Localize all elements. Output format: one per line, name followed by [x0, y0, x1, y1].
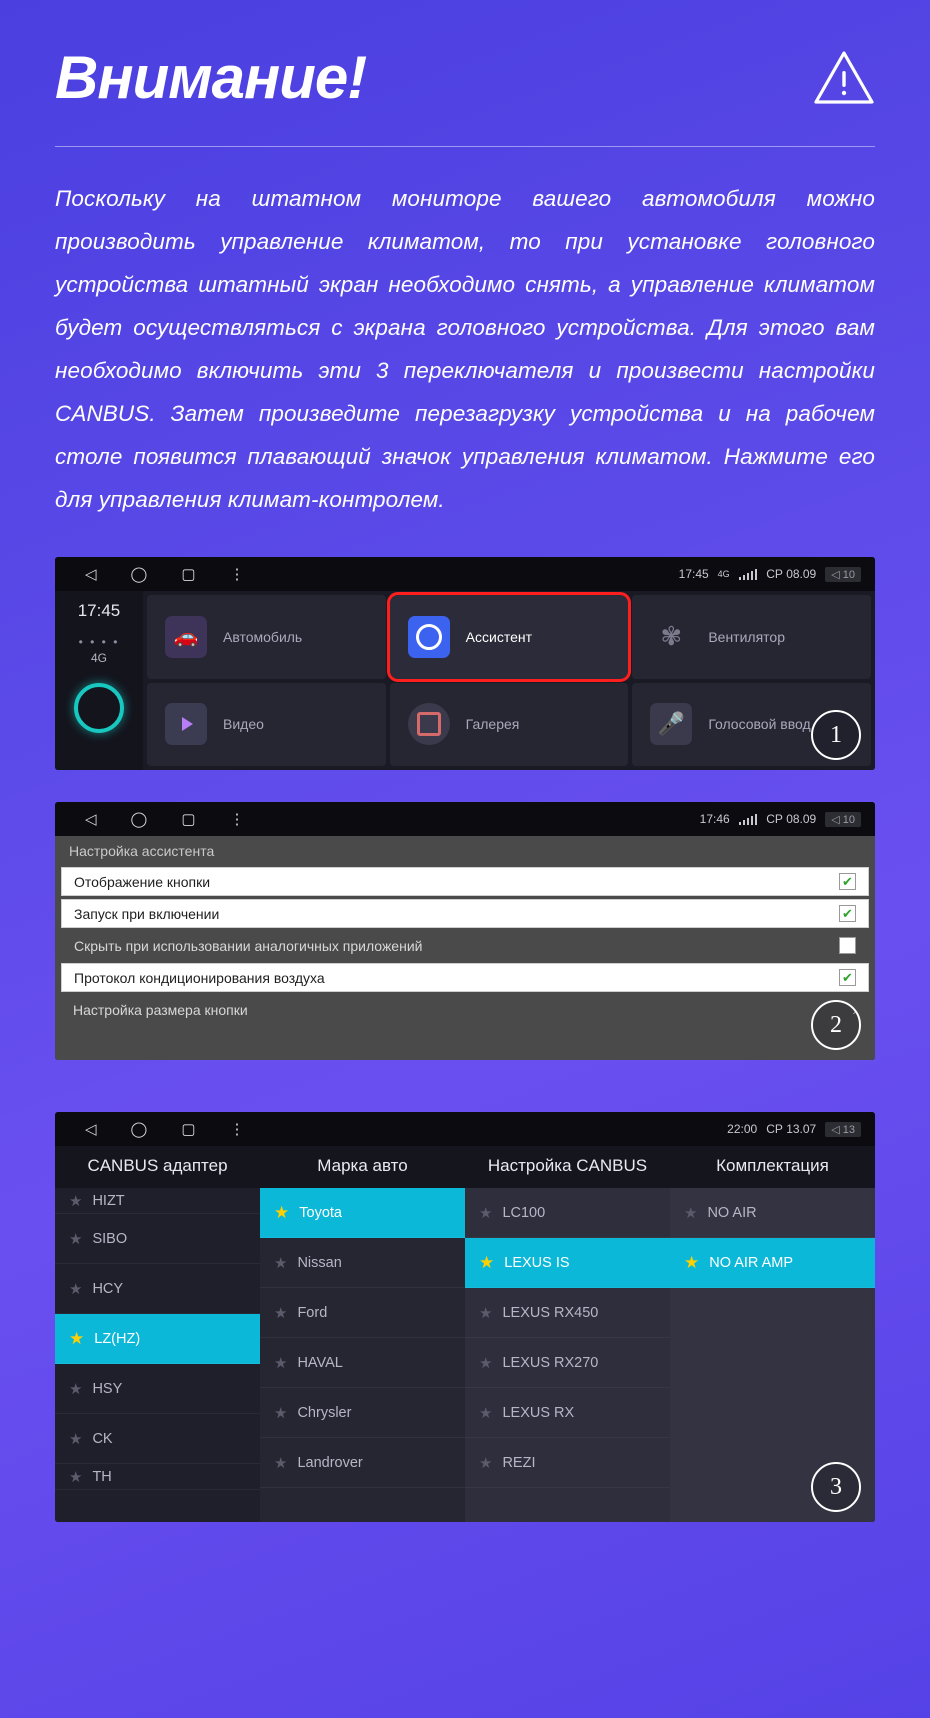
item-label: Chrysler	[297, 1404, 352, 1421]
header-divider	[55, 146, 875, 147]
column-header-canbus: Настройка CANBUS	[487, 1156, 648, 1175]
recents-icon[interactable]: ▢	[181, 1120, 196, 1138]
step-badge-1: 1	[811, 710, 861, 760]
recents-icon[interactable]: ▢	[181, 565, 196, 583]
header	[55, 0, 875, 111]
screenshot-assistant-settings	[55, 802, 875, 1060]
row-label: Запуск при включении	[74, 905, 220, 922]
item-label: REZI	[502, 1454, 536, 1471]
item-label: LC100	[502, 1204, 546, 1221]
item-label: HIZT	[92, 1192, 125, 1209]
tile-assistant[interactable]	[390, 595, 629, 679]
status-right	[700, 812, 861, 827]
list-item-selected[interactable]	[670, 1238, 875, 1288]
volume-indicator: ◁ 10	[825, 567, 861, 582]
item-label: NO AIR AMP	[709, 1254, 794, 1271]
column-header-brand: Марка авто	[317, 1156, 408, 1175]
star-icon: ★	[69, 1192, 83, 1210]
launcher-body	[55, 591, 875, 770]
setting-row-button-size[interactable]	[61, 995, 869, 1024]
star-icon: ★	[69, 1430, 83, 1448]
tile-label: Ассистент	[465, 628, 532, 645]
list-item[interactable]	[465, 1188, 670, 1238]
row-label: Отображение кнопки	[74, 873, 211, 890]
nav-buttons[interactable]	[69, 567, 245, 582]
item-label: Nissan	[297, 1254, 342, 1271]
item-label: NO AIR	[707, 1204, 757, 1221]
list-item[interactable]	[260, 1338, 465, 1388]
android-status-bar	[55, 802, 875, 836]
tile-label: Вентилятор	[708, 628, 785, 645]
item-label: TH	[92, 1468, 112, 1485]
star-icon: ★	[69, 1328, 85, 1348]
item-label: Toyota	[299, 1204, 342, 1221]
car-icon: 🚗	[165, 616, 207, 658]
column-header-adapter: CANBUS адаптер	[87, 1156, 228, 1175]
list-item[interactable]	[465, 1388, 670, 1438]
column-adapter	[55, 1188, 260, 1522]
android-status-bar	[55, 557, 875, 591]
star-icon: ★	[274, 1454, 288, 1472]
star-icon: ★	[274, 1202, 290, 1222]
home-icon[interactable]: ◯	[130, 1120, 148, 1138]
back-icon[interactable]: ◁	[85, 1120, 97, 1138]
list-item[interactable]	[55, 1414, 260, 1464]
status-date: СР 08.09	[766, 812, 817, 826]
item-label: Landrover	[297, 1454, 363, 1471]
tile-fan[interactable]	[632, 595, 871, 679]
star-icon: ★	[69, 1468, 83, 1486]
list-item[interactable]	[465, 1438, 670, 1488]
assistant-icon	[408, 616, 450, 658]
sidebar-clock: 17:45	[77, 601, 121, 620]
star-icon: ★	[479, 1404, 493, 1422]
item-label: HCY	[92, 1280, 124, 1297]
setting-row-show-button[interactable]	[61, 867, 869, 896]
volume-indicator: ◁ 10	[825, 812, 861, 827]
star-icon: ★	[274, 1304, 288, 1322]
checkbox-unchecked[interactable]	[839, 937, 856, 954]
video-icon	[165, 703, 207, 745]
setting-row-autostart[interactable]	[61, 899, 869, 928]
status-right	[727, 1122, 861, 1137]
item-label: SIBO	[92, 1230, 128, 1247]
star-icon: ★	[274, 1404, 288, 1422]
status-time: 17:46	[699, 812, 730, 826]
column-canbus	[465, 1188, 670, 1522]
star-icon: ★	[69, 1380, 83, 1398]
warning-triangle-icon	[813, 49, 875, 107]
signal-icon	[739, 569, 758, 580]
chevron-right-icon: ›	[852, 1001, 857, 1018]
tile-label: Видео	[223, 716, 264, 733]
back-icon[interactable]: ◁	[85, 810, 97, 828]
android-status-bar	[55, 1112, 875, 1146]
settings-title: Настройка ассистента	[55, 836, 875, 867]
home-icon[interactable]: ◯	[130, 810, 148, 828]
screenshot-launcher	[55, 557, 875, 770]
tile-label: Голосовой ввод	[708, 716, 811, 733]
status-network: 4G	[717, 569, 730, 579]
page-title: Внимание!	[55, 44, 367, 111]
list-item[interactable]	[260, 1388, 465, 1438]
row-label: Настройка размера кнопки	[73, 1001, 248, 1018]
screenshot-canbus-settings	[55, 1112, 875, 1522]
step-badge-2: 2	[811, 1000, 861, 1050]
tile-label: Галерея	[465, 716, 520, 733]
list-item-selected[interactable]	[55, 1314, 260, 1364]
back-icon[interactable]: ◁	[85, 565, 97, 583]
more-icon[interactable]: ⋮	[229, 810, 245, 828]
star-icon: ★	[274, 1254, 288, 1272]
volume-indicator: ◁ 13	[825, 1122, 861, 1137]
status-right	[679, 567, 861, 582]
tile-car[interactable]	[147, 595, 386, 679]
tile-label: Автомобиль	[223, 628, 303, 645]
tile-gallery[interactable]	[390, 683, 629, 767]
canbus-column-headers	[55, 1146, 875, 1188]
nav-buttons[interactable]	[69, 1122, 245, 1137]
item-label: LEXUS IS	[504, 1254, 570, 1271]
star-icon: ★	[479, 1354, 493, 1372]
list-item[interactable]	[55, 1188, 260, 1214]
item-label: LZ(HZ)	[94, 1330, 141, 1347]
sidebar-signal-dots: • • • •	[78, 635, 120, 649]
star-icon: ★	[684, 1204, 698, 1222]
launcher-grid	[143, 591, 875, 770]
fan-icon: ✾	[660, 621, 683, 652]
list-item[interactable]	[55, 1364, 260, 1414]
item-label: LEXUS RX270	[502, 1354, 599, 1371]
step-badge-3: 3	[811, 1462, 861, 1512]
star-icon: ★	[274, 1354, 288, 1372]
list-item[interactable]	[260, 1438, 465, 1488]
canbus-body	[55, 1146, 875, 1522]
recents-icon[interactable]: ▢	[181, 810, 196, 828]
item-label: HSY	[92, 1380, 123, 1397]
microphone-icon: 🎤	[650, 703, 692, 745]
column-brand	[260, 1188, 465, 1522]
signal-icon	[739, 814, 758, 825]
list-item[interactable]	[260, 1238, 465, 1288]
more-icon[interactable]: ⋮	[229, 1120, 245, 1138]
checkbox-checked[interactable]: ✔	[839, 905, 856, 922]
setting-row-hide-similar[interactable]	[61, 931, 869, 960]
item-label: HAVAL	[297, 1354, 343, 1371]
list-item-selected[interactable]	[260, 1188, 465, 1238]
tile-video[interactable]	[147, 683, 386, 767]
checkbox-checked[interactable]: ✔	[839, 873, 856, 890]
row-label: Скрыть при использовании аналогичных приложений	[74, 937, 423, 954]
star-icon: ★	[479, 1252, 495, 1272]
list-item[interactable]	[55, 1214, 260, 1264]
canbus-columns	[55, 1188, 875, 1522]
status-date: СР 13.07	[766, 1122, 817, 1136]
list-item-selected[interactable]	[465, 1238, 670, 1288]
checkbox-checked[interactable]: ✔	[839, 969, 856, 986]
star-icon: ★	[479, 1454, 493, 1472]
column-header-trim: Комплектация	[716, 1156, 829, 1175]
star-icon: ★	[684, 1252, 700, 1272]
item-label: CK	[92, 1430, 113, 1447]
nav-buttons[interactable]	[69, 812, 245, 827]
status-date: СР 08.09	[766, 567, 817, 581]
home-icon[interactable]: ◯	[130, 565, 148, 583]
gallery-icon	[408, 703, 450, 745]
item-label: LEXUS RX450	[502, 1304, 599, 1321]
star-icon: ★	[69, 1280, 83, 1298]
list-item[interactable]	[260, 1288, 465, 1338]
launcher-sidebar	[55, 591, 143, 770]
item-label: Ford	[297, 1304, 328, 1321]
list-item[interactable]	[465, 1288, 670, 1338]
assistant-ring-icon[interactable]	[74, 683, 124, 733]
status-time: 22:00	[727, 1122, 758, 1136]
setting-row-ac-protocol[interactable]	[61, 963, 869, 992]
row-label: Протокол кондиционирования воздуха	[74, 969, 325, 986]
more-icon[interactable]: ⋮	[229, 565, 245, 583]
status-time: 17:45	[678, 567, 709, 581]
settings-body	[55, 836, 875, 1060]
body-paragraph: Поскольку на штатном мониторе вашего автомобиля можно производить управление климатом, то при установке головного устройства штатный экран необходимо снять, а управление климатом будет осуществляться с экрана головного устройства. Для этого вам необходимо включить эти 3 переключателя и произвести настройки CANBUS. Затем произведите перезагрузку устройства и на рабочем столе появится плавающий значок управления климатом. Нажмите его для управления климат-контролем.	[55, 186, 875, 512]
sidebar-network: 4G	[90, 651, 107, 665]
star-icon: ★	[69, 1230, 83, 1248]
list-item[interactable]	[55, 1264, 260, 1314]
item-label: LEXUS RX	[502, 1404, 575, 1421]
list-item[interactable]	[670, 1188, 875, 1238]
star-icon: ★	[479, 1204, 493, 1222]
list-item[interactable]	[55, 1464, 260, 1490]
list-item[interactable]	[465, 1338, 670, 1388]
star-icon: ★	[479, 1304, 493, 1322]
